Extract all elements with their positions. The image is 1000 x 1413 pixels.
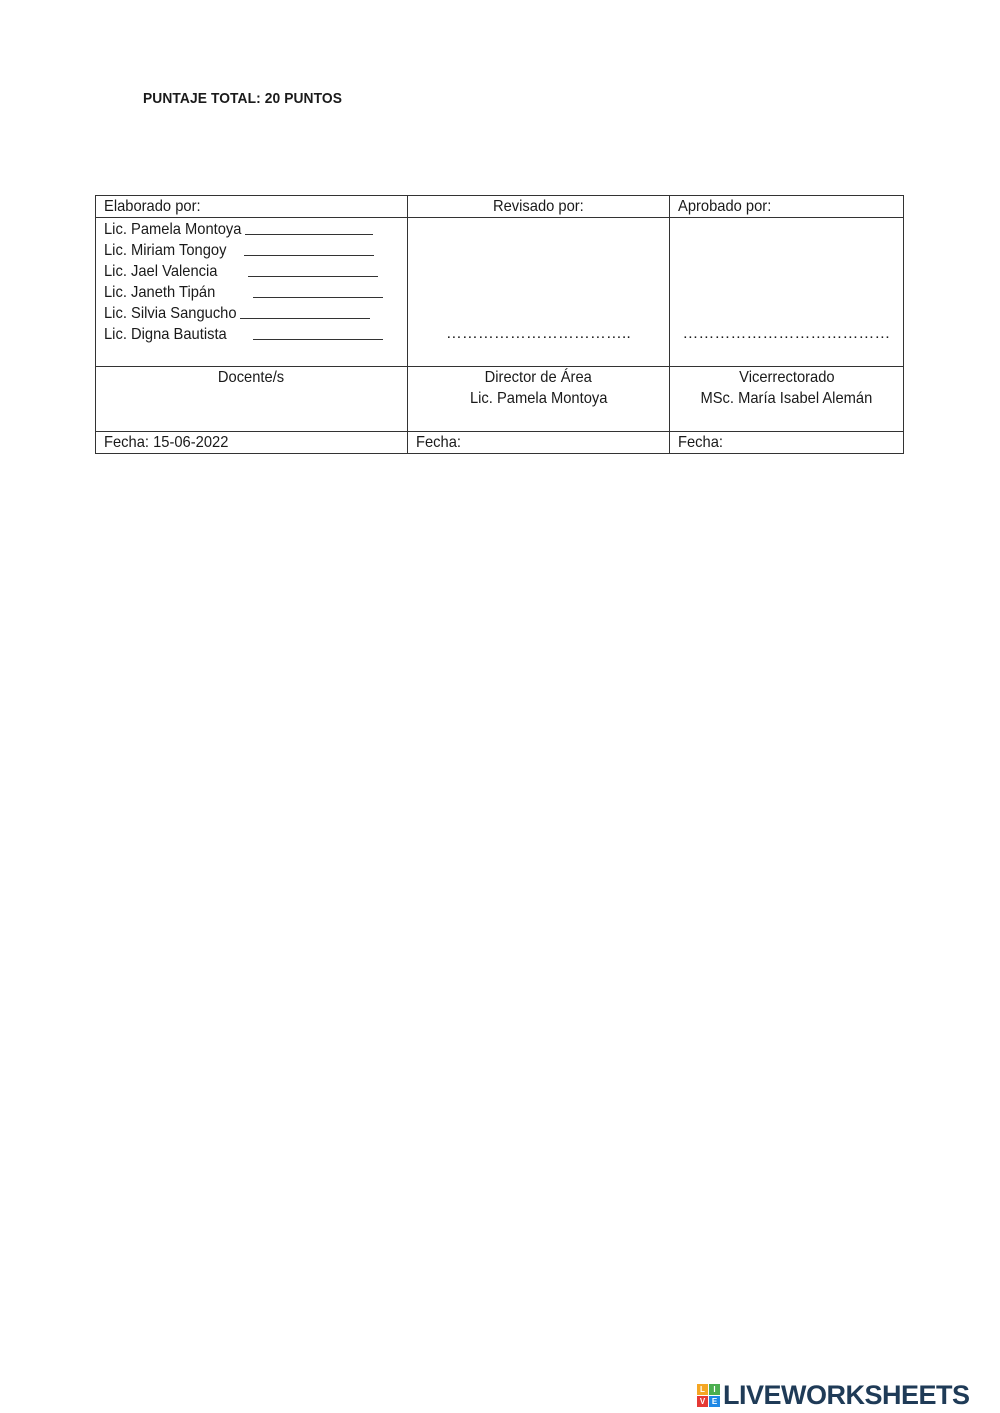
date-row: [96, 432, 904, 454]
score-title: PUNTAJE TOTAL: 20 PUNTOS: [143, 90, 343, 107]
author-line: [104, 324, 399, 345]
liveworksheets-logo: [697, 1380, 970, 1411]
aprobado-signature-cell: [669, 218, 903, 367]
role-director: Director de Área Lic. Pamela Montoya: [407, 367, 669, 432]
author-name: Lic. Jael Valencia: [104, 263, 218, 280]
header-row: [96, 196, 904, 218]
signature-dots: …………………………………: [682, 325, 891, 342]
signature-line: [253, 324, 383, 340]
signature-line: [248, 261, 378, 277]
author-name: Lic. Silvia Sangucho: [104, 305, 237, 322]
header-revisado: Revisado por:: [407, 196, 669, 218]
signature-line: [245, 219, 373, 235]
authors-cell: [96, 218, 408, 367]
author-name: Lic. Digna Bautista: [104, 326, 227, 343]
header-elaborado: Elaborado por:: [96, 196, 408, 218]
date-revisado: Fecha:: [407, 432, 669, 454]
logo-text: LIVEWORKSHEETS: [723, 1380, 970, 1410]
date-elaborado: Fecha: 15-06-2022: [96, 432, 408, 454]
author-name: Lic. Janeth Tipán: [104, 284, 216, 301]
signature-line: [253, 282, 383, 298]
approval-table: [95, 195, 904, 454]
author-line: [104, 240, 399, 261]
date-aprobado: Fecha:: [669, 432, 903, 454]
roles-row: [96, 367, 904, 432]
author-line: [104, 303, 399, 324]
revisado-signature-cell: [407, 218, 669, 367]
signature-line: [244, 240, 374, 256]
signature-line: [240, 303, 370, 319]
signature-dots: ……………………………..: [445, 325, 631, 342]
author-name: Lic. Miriam Tongoy: [104, 242, 227, 259]
logo-mark-icon: L I V E: [697, 1384, 720, 1407]
author-line: [104, 282, 399, 303]
role-vicerrectorado: Vicerrectorado MSc. María Isabel Alemán: [669, 367, 903, 432]
role-docente: Docente/s: [96, 367, 408, 432]
signature-row: [96, 218, 904, 367]
author-line: [104, 261, 399, 282]
author-line: [104, 219, 399, 240]
header-aprobado: Aprobado por:: [669, 196, 903, 218]
author-name: Lic. Pamela Montoya: [104, 221, 242, 238]
